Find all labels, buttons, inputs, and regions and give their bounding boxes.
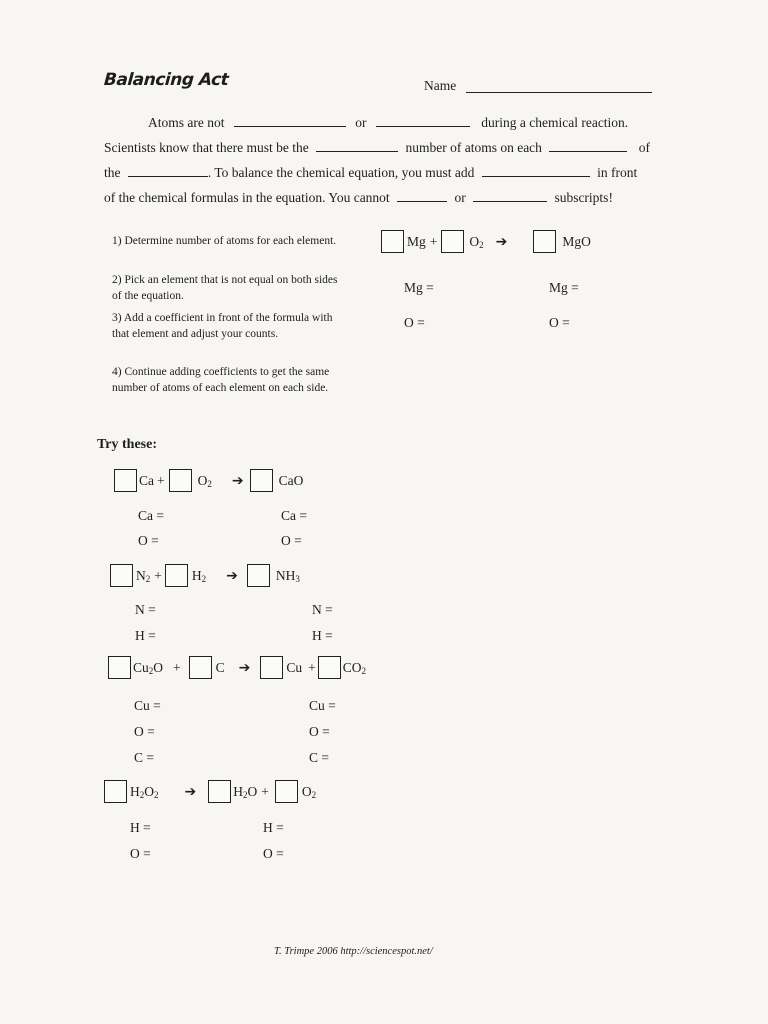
intro-line-1	[148, 115, 628, 131]
intro-text: or	[355, 115, 367, 130]
atom-count-label: O =	[404, 315, 425, 330]
plus-sign: +	[308, 659, 316, 675]
atom-count-label: Ca =	[138, 508, 164, 523]
coefficient-box[interactable]	[318, 656, 341, 679]
atom-count-label: Mg =	[549, 280, 579, 295]
formula: CaO	[278, 472, 304, 488]
formula: $H_2O_2$	[130, 783, 159, 800]
plus-sign: +	[261, 783, 269, 799]
formula: $O_2$	[301, 783, 317, 800]
atom-count-label: O =	[134, 724, 155, 739]
intro-line-2	[104, 140, 650, 156]
step-4: 4) Continue adding coefficients to get the same number of atoms of each element on each side.	[112, 366, 330, 394]
blank-field[interactable]	[549, 141, 627, 152]
formula: MgO	[562, 233, 591, 249]
coefficient-box[interactable]	[441, 230, 464, 253]
name-label: Name	[424, 78, 457, 93]
step-3: 3) Add a coefficient in front of the formula with that element and adjust your counts.	[112, 312, 333, 340]
blank-field[interactable]	[473, 191, 547, 202]
formula: $NH_3$	[275, 567, 300, 584]
problem-4-equation	[104, 780, 316, 803]
coefficient-box[interactable]	[165, 564, 188, 587]
intro-text: during a chemical reaction.	[481, 115, 629, 130]
atom-count-label: Cu =	[134, 698, 161, 713]
blank-field[interactable]	[397, 191, 447, 202]
blank-field[interactable]	[376, 116, 470, 127]
atom-count-label: H =	[312, 628, 333, 643]
arrow-icon: ➔	[495, 233, 508, 250]
intro-text: of the chemical formulas in the equation. You cannot	[104, 190, 390, 205]
example-equation	[381, 230, 591, 253]
formula: $N_2$	[136, 567, 151, 584]
atom-count-label: Cu =	[309, 698, 336, 713]
intro-line-4	[104, 190, 613, 206]
plus-sign: +	[154, 567, 162, 583]
formula: Mg	[407, 233, 426, 249]
coefficient-box[interactable]	[533, 230, 556, 253]
formula: $H_2O$	[233, 783, 258, 800]
intro-text: . To balance the chemical equation, you must add	[207, 165, 475, 180]
formula: $O_2$	[469, 233, 484, 250]
arrow-icon: ➔	[238, 659, 251, 676]
atom-count-label: H =	[135, 628, 156, 643]
atom-count-label: O =	[549, 315, 570, 330]
coefficient-box[interactable]	[104, 780, 127, 803]
atom-count-label: H =	[263, 820, 284, 835]
formula: $CO_2$	[342, 659, 367, 676]
coefficient-box[interactable]	[247, 564, 270, 587]
coefficient-box[interactable]	[381, 230, 404, 253]
blank-field[interactable]	[128, 166, 208, 177]
formula: Ca	[139, 472, 154, 488]
coefficient-box[interactable]	[250, 469, 273, 492]
arrow-icon: ➔	[226, 567, 238, 584]
atom-count-label: N =	[135, 602, 156, 617]
worksheet-title: Balancing Act	[103, 70, 229, 90]
plus-sign: +	[173, 659, 181, 675]
coefficient-box[interactable]	[260, 656, 283, 679]
intro-text: Scientists know that there must be the	[104, 140, 309, 155]
step-1: 1) Determine number of atoms for each element.	[112, 235, 337, 247]
formula: Cu	[286, 659, 303, 675]
formula: $Cu_2O$	[133, 659, 164, 676]
try-these-heading: Try these:	[97, 437, 157, 452]
arrow-icon: ➔	[184, 783, 197, 800]
name-field[interactable]	[466, 92, 652, 93]
problem-1-equation	[114, 469, 303, 492]
atom-count-label: N =	[312, 602, 333, 617]
intro-text: or	[454, 190, 466, 205]
formula: $H_2$	[191, 567, 207, 584]
atom-count-label: O =	[309, 724, 330, 739]
coefficient-box[interactable]	[208, 780, 231, 803]
footer-credit: T. Trimpe 2006 http://sciencespot.net/	[274, 946, 433, 957]
atom-count-label: C =	[134, 750, 154, 765]
coefficient-box[interactable]	[110, 564, 133, 587]
plus-sign: +	[157, 472, 165, 488]
atom-count-label: O =	[138, 533, 159, 548]
coefficient-box[interactable]	[108, 656, 131, 679]
intro-text: subscripts!	[554, 190, 613, 205]
blank-field[interactable]	[316, 141, 398, 152]
formula: $O_2$	[197, 472, 212, 489]
atom-count-label: Mg =	[404, 280, 434, 295]
formula: C	[215, 659, 225, 675]
intro-text: of	[638, 140, 650, 155]
intro-text: number of atoms on each	[405, 140, 542, 155]
atom-count-label: H =	[130, 820, 151, 835]
atom-count-label: O =	[130, 846, 151, 861]
problem-2-equation	[110, 564, 300, 587]
problem-3-equation	[108, 656, 366, 679]
coefficient-box[interactable]	[114, 469, 137, 492]
plus-sign: +	[429, 233, 438, 249]
coefficient-box[interactable]	[189, 656, 212, 679]
coefficient-box[interactable]	[169, 469, 192, 492]
step-2: 2) Pick an element that is not equal on both sides of the equation.	[112, 274, 338, 302]
blank-field[interactable]	[482, 166, 590, 177]
coefficient-box[interactable]	[275, 780, 298, 803]
blank-field[interactable]	[234, 116, 346, 127]
intro-text: the	[104, 165, 121, 180]
intro-line-3	[104, 165, 637, 181]
atom-count-label: O =	[263, 846, 284, 861]
arrow-icon: ➔	[231, 472, 244, 489]
atom-count-label: C =	[309, 750, 329, 765]
atom-count-label: O =	[281, 533, 302, 548]
atom-count-label: Ca =	[281, 508, 307, 523]
intro-text: Atoms are not	[148, 115, 225, 130]
intro-text: in front	[597, 165, 638, 180]
